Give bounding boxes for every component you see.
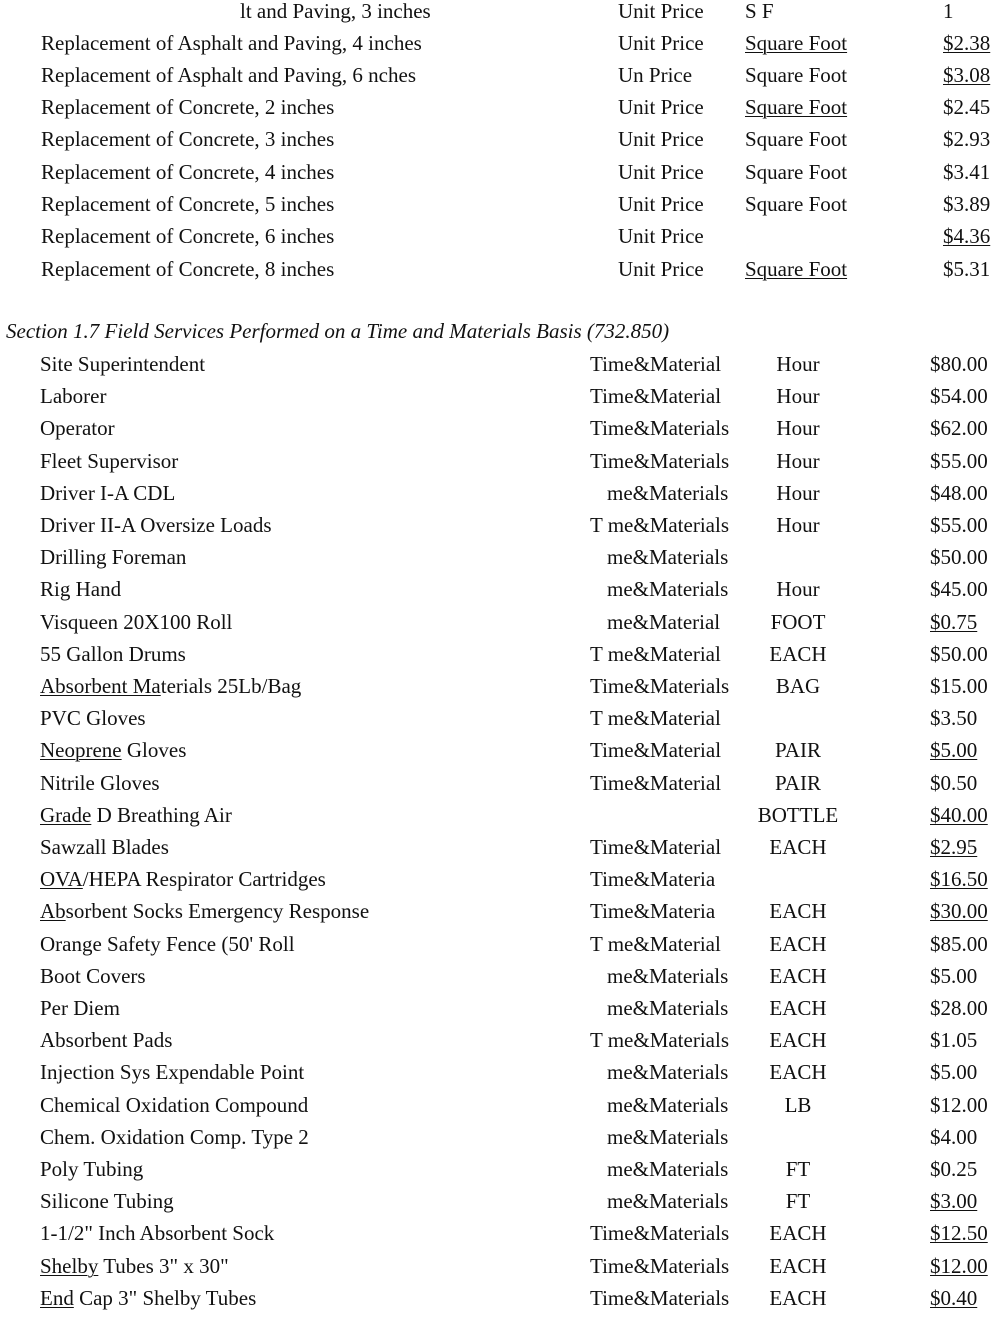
table-row	[0, 96, 992, 128]
unit-of-measure: Square Foot	[745, 127, 848, 151]
unit-price: $12.50	[930, 1221, 988, 1245]
table-row	[0, 1158, 992, 1190]
pricing-type: me&Materials	[607, 964, 729, 988]
pricing-type: T me&Materials	[590, 513, 729, 537]
unit-of-measure: Square Foot	[745, 31, 848, 55]
unit-price: $4.00	[930, 1125, 978, 1149]
item-description: Silicone Tubing	[40, 1189, 174, 1213]
unit-of-measure: FT	[785, 1157, 811, 1181]
item-description: Driver II-A Oversize Loads	[40, 513, 272, 537]
pricing-type: me&Materials	[607, 1189, 729, 1213]
table-row	[0, 804, 992, 836]
description-rest: sorbent Socks Emergency Response	[65, 899, 370, 923]
table-row	[0, 225, 992, 257]
pricing-type: Unit Price	[618, 0, 704, 23]
table-row	[0, 707, 992, 739]
item-description: 55 Gallon Drums	[40, 642, 186, 666]
unit-of-measure: EACH	[769, 996, 827, 1020]
unit-price: $5.00	[930, 1060, 978, 1084]
table-row	[0, 128, 992, 160]
unit-price: $4.36	[943, 224, 991, 248]
unit-price: $2.38	[943, 31, 991, 55]
unit-price: $1.05	[930, 1028, 978, 1052]
unit-price: $85.00	[930, 932, 988, 956]
unit-price: $12.00	[930, 1254, 988, 1278]
pricing-type: Unit Price	[618, 127, 704, 151]
pricing-type: T me&Material	[590, 706, 721, 730]
table-row	[0, 1029, 992, 1061]
underlined-prefix: Grade	[40, 803, 92, 827]
unit-price: $5.00	[930, 964, 978, 988]
pricing-type: Time&Material	[590, 835, 722, 859]
unit-of-measure: EACH	[769, 1060, 827, 1084]
table-row	[0, 1126, 992, 1158]
unit-of-measure: Hour	[776, 577, 820, 601]
unit-of-measure: EACH	[769, 1286, 827, 1310]
pricing-type: Time&Material	[590, 384, 722, 408]
unit-price: $80.00	[930, 352, 988, 376]
unit-of-measure: EACH	[769, 1254, 827, 1278]
item-description: Site Superintendent	[40, 352, 206, 376]
item-description	[40, 868, 326, 890]
item-description: Replacement of Concrete, 2 inches	[41, 95, 335, 119]
pricing-type: me&Materials	[607, 1060, 729, 1084]
pricing-type: T me&Material	[590, 642, 721, 666]
pricing-type: Unit Price	[618, 95, 704, 119]
item-description: Poly Tubing	[40, 1157, 144, 1181]
unit-of-measure: EACH	[769, 932, 827, 956]
unit-price: $55.00	[930, 513, 988, 537]
pricing-type: me&Materials	[607, 481, 729, 505]
unit-price: $2.95	[930, 835, 978, 859]
unit-of-measure: Hour	[776, 416, 820, 440]
item-description: Injection Sys Expendable Point	[40, 1060, 305, 1084]
pricing-type: Unit Price	[618, 192, 704, 216]
item-description	[40, 1255, 229, 1277]
table-row	[0, 868, 992, 900]
table-row	[0, 1255, 992, 1287]
unit-price: $62.00	[930, 416, 988, 440]
table-row	[0, 772, 992, 804]
unit-price: $3.08	[943, 63, 991, 87]
unit-of-measure: FT	[785, 1189, 811, 1213]
unit-of-measure: EACH	[769, 642, 827, 666]
unit-of-measure: PAIR	[775, 771, 821, 795]
underlined-prefix: Ab	[40, 899, 66, 923]
unit-of-measure: EACH	[769, 964, 827, 988]
unit-price: $45.00	[930, 577, 988, 601]
description-rest: Tubes 3" x 30"	[98, 1254, 229, 1278]
unit-price: $3.41	[943, 160, 991, 184]
unit-of-measure: Hour	[776, 449, 820, 473]
item-description	[40, 739, 186, 761]
description-rest: terials 25Lb/Bag	[160, 674, 302, 698]
item-description: Boot Covers	[40, 964, 146, 988]
unit-price: $40.00	[930, 803, 988, 827]
pricing-type: Time&Material	[590, 352, 722, 376]
item-description: Replacement of Asphalt and Paving, 4 inches	[41, 31, 422, 55]
table-row	[0, 578, 992, 610]
unit-of-measure: EACH	[769, 835, 827, 859]
item-description: Orange Safety Fence (50' Roll	[40, 932, 295, 956]
table-row	[0, 965, 992, 997]
unit-of-measure: Square Foot	[745, 257, 848, 281]
unit-of-measure: EACH	[769, 899, 827, 923]
unit-price: $3.00	[930, 1189, 978, 1213]
item-description: Replacement of Concrete, 3 inches	[41, 127, 335, 151]
unit-price: $0.40	[930, 1286, 978, 1310]
description-rest: Gloves	[121, 738, 187, 762]
table-row	[0, 450, 992, 482]
item-description: Replacement of Concrete, 5 inches	[41, 192, 335, 216]
table-row	[0, 546, 992, 578]
pricing-type: me&Materials	[607, 1157, 729, 1181]
table-row	[0, 353, 992, 385]
unit-price: $15.00	[930, 674, 988, 698]
table-row	[0, 933, 992, 965]
unit-of-measure: Hour	[776, 513, 820, 537]
item-description: Per Diem	[40, 996, 120, 1020]
unit-of-measure: Hour	[776, 352, 820, 376]
underlined-prefix: Neoprene	[40, 738, 122, 762]
pricing-type: Time&Materials	[590, 674, 730, 698]
table-row	[0, 1287, 992, 1319]
description-rest: Cap 3" Shelby Tubes	[73, 1286, 257, 1310]
item-description	[40, 675, 301, 697]
unit-price: $55.00	[930, 449, 988, 473]
underlined-prefix: End	[40, 1286, 74, 1310]
description-rest: /HEPA Respirator Cartridges	[82, 867, 326, 891]
table-row	[0, 997, 992, 1029]
unit-of-measure: EACH	[769, 1221, 827, 1245]
unit-price: $3.89	[943, 192, 991, 216]
table-row	[0, 161, 992, 193]
item-description: Rig Hand	[40, 577, 122, 601]
unit-price: $30.00	[930, 899, 988, 923]
unit-of-measure: Hour	[776, 481, 820, 505]
item-description: Visqueen 20X100 Roll	[40, 610, 233, 634]
unit-of-measure: LB	[784, 1093, 812, 1117]
table-row	[0, 258, 992, 290]
table-row	[0, 1190, 992, 1222]
table-row	[0, 675, 992, 707]
pricing-type: Time&Materials	[590, 449, 730, 473]
unit-price: $3.50	[930, 706, 978, 730]
table-row	[0, 643, 992, 675]
item-description: Absorbent Pads	[40, 1028, 173, 1052]
unit-price: $5.00	[930, 738, 978, 762]
item-description: 1-1/2" Inch Absorbent Sock	[40, 1221, 275, 1245]
pricing-type: Time&Material	[590, 738, 722, 762]
unit-of-measure: BAG	[775, 674, 821, 698]
pricing-type: me&Materials	[607, 1125, 729, 1149]
unit-price: $2.45	[943, 95, 991, 119]
unit-of-measure: FOOT	[770, 610, 826, 634]
table-row	[0, 900, 992, 932]
table-row	[0, 514, 992, 546]
table-row	[0, 739, 992, 771]
item-description: Replacement of Asphalt and Paving, 6 nches	[41, 63, 416, 87]
item-description: Nitrile Gloves	[40, 771, 160, 795]
unit-price: $0.25	[930, 1157, 978, 1181]
item-description: Sawzall Blades	[40, 835, 169, 859]
unit-price: $28.00	[930, 996, 988, 1020]
pricing-type: me&Material	[607, 610, 721, 634]
pricing-type: T me&Materials	[590, 1028, 729, 1052]
unit-price: $50.00	[930, 642, 988, 666]
pricing-type: Time&Materia	[590, 899, 716, 923]
table-row	[0, 193, 992, 225]
item-description	[40, 900, 369, 922]
unit-price: $5.31	[943, 257, 991, 281]
pricing-type: Time&Materials	[590, 1221, 730, 1245]
unit-of-measure: Square Foot	[745, 160, 848, 184]
unit-price: $48.00	[930, 481, 988, 505]
unit-price: $0.75	[930, 610, 978, 634]
section-title: Section 1.7 Field Services Performed on a Time and Materials Basis (732.850)	[6, 319, 670, 343]
unit-of-measure: EACH	[769, 1028, 827, 1052]
table-row	[0, 64, 992, 96]
item-description	[40, 804, 232, 826]
item-description: Replacement of Concrete, 8 inches	[41, 257, 335, 281]
item-description: lt and Paving, 3 inches	[240, 0, 431, 23]
pricing-type: Un Price	[618, 63, 693, 87]
item-description: Replacement of Concrete, 4 inches	[41, 160, 335, 184]
unit-price: $0.50	[930, 771, 978, 795]
pricing-type: Unit Price	[618, 257, 704, 281]
item-description: Replacement of Concrete, 6 inches	[41, 224, 335, 248]
pricing-type: Time&Materia	[590, 867, 716, 891]
item-description: PVC Gloves	[40, 706, 146, 730]
unit-of-measure: Square Foot	[745, 95, 848, 119]
item-description: Operator	[40, 416, 115, 440]
item-description: Fleet Supervisor	[40, 449, 179, 473]
table-row	[0, 836, 992, 868]
table-row	[0, 0, 992, 32]
unit-of-measure: PAIR	[775, 738, 821, 762]
pricing-type: Time&Materials	[590, 1254, 730, 1278]
underlined-prefix: OVA	[40, 867, 83, 891]
table-row	[0, 611, 992, 643]
table-row	[0, 1222, 992, 1254]
item-description: Laborer	[40, 384, 107, 408]
item-description: Drilling Foreman	[40, 545, 187, 569]
unit-price: 1	[943, 0, 954, 23]
pricing-type: me&Materials	[607, 545, 729, 569]
table-row	[0, 417, 992, 449]
unit-price: $12.00	[930, 1093, 988, 1117]
unit-price: $54.00	[930, 384, 988, 408]
unit-of-measure: Square Foot	[745, 63, 848, 87]
description-rest: D Breathing Air	[91, 803, 232, 827]
underlined-prefix: Absorbent Ma	[40, 674, 161, 698]
pricing-type: Time&Materials	[590, 1286, 730, 1310]
unit-price: $16.50	[930, 867, 988, 891]
pricing-type: Unit Price	[618, 160, 704, 184]
pricing-type: me&Materials	[607, 996, 729, 1020]
table-row	[0, 1061, 992, 1093]
unit-price: $50.00	[930, 545, 988, 569]
item-description: Driver I-A CDL	[40, 481, 176, 505]
table-row	[0, 385, 992, 417]
unit-of-measure: Square Foot	[745, 192, 848, 216]
item-description: Chemical Oxidation Compound	[40, 1093, 309, 1117]
unit-of-measure: BOTTLE	[757, 803, 839, 827]
table-row	[0, 482, 992, 514]
unit-of-measure: S F	[745, 0, 774, 23]
pricing-type: Time&Materials	[590, 416, 730, 440]
pricing-type: Unit Price	[618, 31, 704, 55]
underlined-prefix: Shelby	[40, 1254, 99, 1278]
unit-of-measure: Hour	[776, 384, 820, 408]
pricing-type: me&Materials	[607, 1093, 729, 1117]
table-row	[0, 1094, 992, 1126]
item-description: Chem. Oxidation Comp. Type 2	[40, 1125, 309, 1149]
pricing-type: T me&Material	[590, 932, 721, 956]
pricing-type: Unit Price	[618, 224, 704, 248]
pricing-type: me&Materials	[607, 577, 729, 601]
unit-price: $2.93	[943, 127, 991, 151]
pricing-type: Time&Material	[590, 771, 722, 795]
table-row	[0, 32, 992, 64]
